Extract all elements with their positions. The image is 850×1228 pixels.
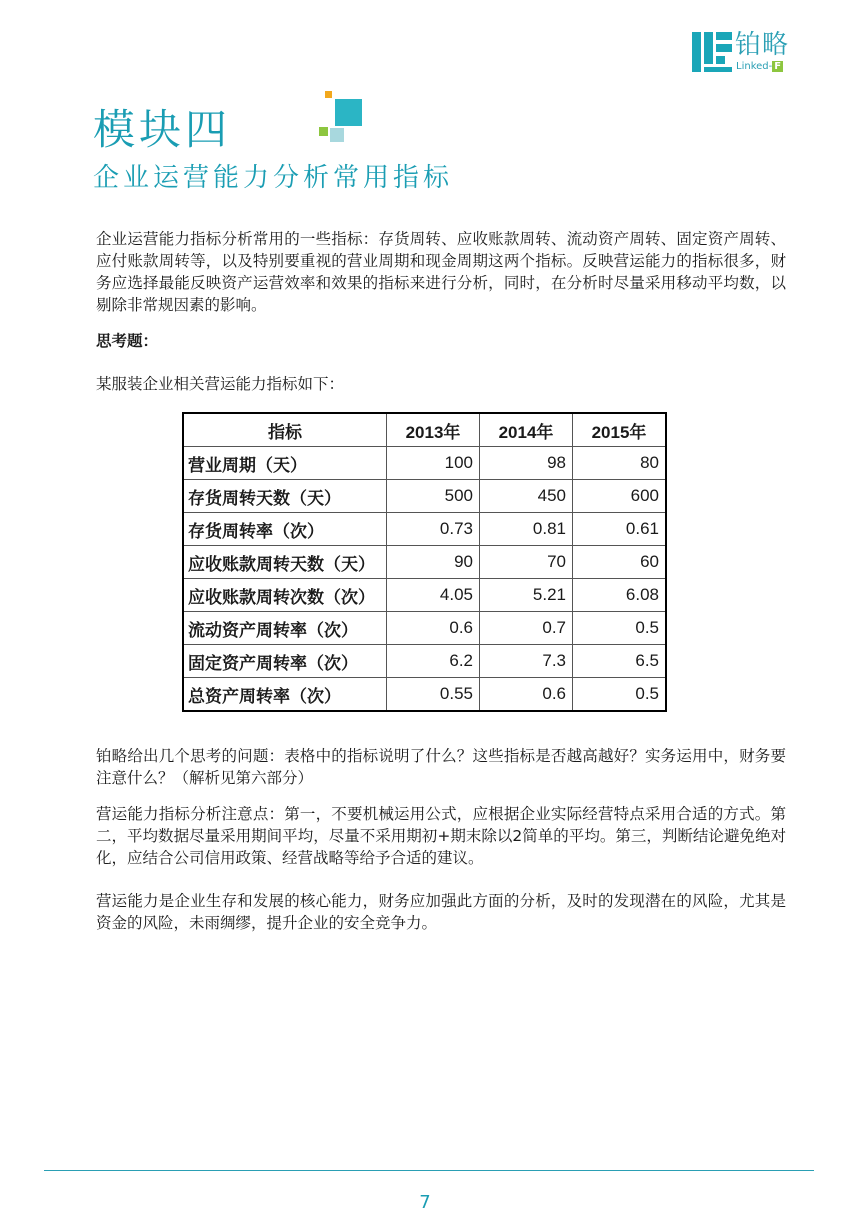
row-label: 总资产周转率（次） [183, 678, 387, 712]
table-intro: 某服装企业相关营运能力指标如下： [96, 375, 345, 393]
table-cell: 100 [387, 447, 480, 480]
row-label: 存货周转天数（天） [183, 480, 387, 513]
table-cell: 6.5 [573, 645, 667, 678]
logo-name-cn: 铂略 [735, 30, 790, 60]
table-cell: 0.81 [480, 513, 573, 546]
table-row [183, 447, 666, 480]
decor-square [335, 99, 362, 126]
questions-paragraph: 铂略给出几个思考的问题：表格中的指标说明了什么？这些指标是否越高越好？实务运用中，财务要注意什么？（解析见第六部分） [96, 747, 786, 787]
table-cell: 450 [480, 480, 573, 513]
table-cell: 0.61 [573, 513, 667, 546]
table-row [183, 678, 666, 712]
table-cell: 0.6 [387, 612, 480, 645]
column-header: 2014年 [480, 413, 573, 447]
table-cell: 500 [387, 480, 480, 513]
row-label: 存货周转率（次） [183, 513, 387, 546]
table-header-row [183, 413, 666, 447]
decor-square [325, 91, 332, 98]
table-cell: 0.55 [387, 678, 480, 712]
page-subtitle: 企业运营能力分析常用指标 [93, 163, 454, 193]
footer-divider [44, 1170, 814, 1171]
column-header: 指标 [183, 413, 387, 447]
row-label: 固定资产周转率（次） [183, 645, 387, 678]
indicator-table [182, 412, 667, 712]
page-title: 模块四 [93, 105, 232, 154]
table-row [183, 513, 666, 546]
table-cell: 4.05 [387, 579, 480, 612]
table-cell: 6.08 [573, 579, 667, 612]
logo-name-en: Linked- F [736, 61, 782, 72]
table-cell: 0.7 [480, 612, 573, 645]
table-cell: 80 [573, 447, 667, 480]
page-number: 7 [419, 1192, 431, 1213]
table-row [183, 546, 666, 579]
table-cell: 60 [573, 546, 667, 579]
decor-square [319, 127, 328, 136]
table-cell: 600 [573, 480, 667, 513]
intro-paragraph: 企业运营能力指标分析常用的一些指标：存货周转、应收账款周转、流动资产周转、固定资产周转、应付账款周转等，以及特别要重视的营业周期和现金周期这两个指标。反映营运能力的指标很多，财务应选择最能反映资产运营效率和效果的指标来进行分析，同时，在分析时尽量采用移动平均数，以剔除非常规因素的影响。 [96, 230, 786, 314]
brand-logo [692, 30, 822, 74]
notes-paragraph: 营运能力指标分析注意点：第一，不要机械运用公式，应根据企业实际经营特点采用合适的方式。第二，平均数据尽量采用期间平均，尽量不采用期初+期末除以2简单的平均。第三，判断结论避免绝对化，应结合公司信用政策、经营战略等给予合适的建议。 [96, 805, 786, 867]
decor-square [330, 128, 344, 142]
row-label: 流动资产周转率（次） [183, 612, 387, 645]
question-heading: 思考题： [96, 332, 159, 350]
table-cell: 7.3 [480, 645, 573, 678]
table-cell: 0.5 [573, 612, 667, 645]
table-cell: 6.2 [387, 645, 480, 678]
column-header: 2013年 [387, 413, 480, 447]
table-row [183, 579, 666, 612]
row-label: 应收账款周转天数（天） [183, 546, 387, 579]
logo-mark-icon [692, 32, 732, 72]
table-cell: 70 [480, 546, 573, 579]
table-cell: 0.73 [387, 513, 480, 546]
table-row [183, 480, 666, 513]
table-cell: 90 [387, 546, 480, 579]
table-row [183, 612, 666, 645]
table-cell: 5.21 [480, 579, 573, 612]
table-cell: 98 [480, 447, 573, 480]
row-label: 应收账款周转次数（次） [183, 579, 387, 612]
conclusion-paragraph: 营运能力是企业生存和发展的核心能力，财务应加强此方面的分析，及时的发现潜在的风险，尤其是资金的风险，未雨绸缪，提升企业的安全竞争力。 [96, 892, 786, 932]
table-row [183, 645, 666, 678]
column-header: 2015年 [573, 413, 667, 447]
row-label: 营业周期（天） [183, 447, 387, 480]
table-cell: 0.6 [480, 678, 573, 712]
table-cell: 0.5 [573, 678, 667, 712]
